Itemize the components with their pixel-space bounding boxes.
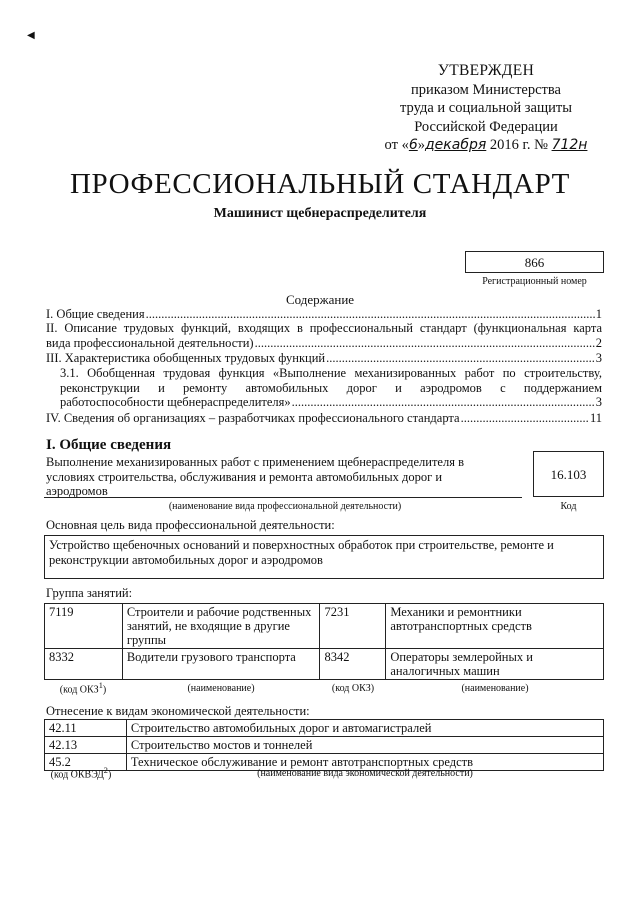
- approval-date-line: от «6»декабря 2016 г. № 712н: [384, 137, 588, 153]
- okz-code: 7231: [320, 604, 386, 649]
- toc-item-5[interactable]: IV. Сведения об организациях – разработчиках профессионального стандарта ..... 11: [46, 411, 602, 426]
- group-label: Группа занятий:: [46, 586, 133, 600]
- okz-code-caption-2: (код ОКЗ): [331, 683, 375, 694]
- handwritten-day: 6: [408, 137, 418, 153]
- okz-name-caption-2: (наименование): [461, 683, 529, 694]
- approval-line-3: Российской Федерации: [414, 118, 558, 135]
- okz-code: 8332: [45, 649, 123, 680]
- activity-code-caption: Код: [560, 501, 577, 512]
- okved-name: Строительство автомобильных дорог и автомагистралей: [126, 720, 603, 737]
- registration-label: Регистрационный номер: [482, 276, 587, 287]
- activity-underline: [44, 497, 522, 498]
- goal-label: Основная цель вида профессиональной деятельности:: [46, 518, 335, 532]
- okved-label: Отнесение к видам экономической деятельности:: [46, 704, 310, 718]
- approval-block: [370, 62, 602, 155]
- toc-item-3[interactable]: III. Характеристика обобщенных трудовых функций ..... 3: [46, 351, 602, 366]
- section-heading: I. Общие сведения: [46, 437, 172, 453]
- activity-name-caption: (наименование вида профессиональной деятельности): [168, 501, 402, 512]
- toc-item-2[interactable]: II. Описание трудовых функций, входящих в профессиональный стандарт (функциональная карта вида профессиональной деятельности) ..... 2: [46, 321, 602, 350]
- profession-name: Машинист щебнераспределителя: [213, 206, 427, 221]
- okz-name-caption: (наименование): [187, 683, 255, 694]
- goal-text: Устройство щебеночных оснований и поверхностных обработок при строительстве, ремонте и реконструкции автомобильных дорог и аэродромов: [44, 535, 604, 579]
- okved-name-caption: (наименование вида экономической деятельности): [257, 768, 473, 779]
- approval-line-1: приказом Министерства: [411, 81, 561, 98]
- okz-code: 8342: [320, 649, 386, 680]
- activity-name: Выполнение механизированных работ с применением щебнераспределителя в условиях строительства, обслуживания и ремонта автомобильных дорог и аэродромов: [46, 455, 464, 498]
- okz-name: Строители и рабочие родственных занятий, не входящие в другие группы: [122, 604, 320, 649]
- handwritten-number: 712н: [551, 137, 588, 153]
- okved-table: [44, 719, 604, 771]
- toc-title: Содержание: [285, 292, 355, 307]
- table-row: [45, 604, 604, 649]
- approval-line-2: труда и социальной защиты: [400, 100, 572, 116]
- page-title: ПРОФЕССИОНАЛЬНЫЙ СТАНДАРТ: [70, 168, 570, 200]
- okved-name: Техническое обслуживание и ремонт автотранспортных средств: [126, 754, 603, 771]
- okz-name: Механики и ремонтники автотранспортных средств: [386, 604, 604, 649]
- okz-name: Операторы землеройных и аналогичных машин: [386, 649, 604, 680]
- registration-number: 866: [465, 251, 604, 273]
- okved-code: 45.2: [45, 754, 127, 771]
- occupation-groups-table: [44, 603, 604, 680]
- table-row: [45, 737, 604, 754]
- okved-name: Строительство мостов и тоннелей: [126, 737, 603, 754]
- okz-name: Водители грузового транспорта: [122, 649, 320, 680]
- handwritten-month: декабря: [425, 137, 487, 153]
- okved-code: 42.11: [45, 720, 127, 737]
- activity-code: 16.103: [533, 451, 604, 497]
- approved-label: УТВЕРЖДЕН: [437, 62, 535, 79]
- okved-code-caption: (код ОКВЭД$^2$): [50, 766, 112, 781]
- okz-code-caption: (код ОКЗ$^1$): [59, 681, 107, 696]
- toc-item-1[interactable]: I. Общие сведения ..... 1: [46, 307, 602, 322]
- okz-code: 7119: [45, 604, 123, 649]
- table-row: [45, 720, 604, 737]
- margin-mark: ◀: [27, 30, 35, 41]
- table-row: [45, 649, 604, 680]
- toc-item-4[interactable]: 3.1. Обобщенная трудовая функция «Выполнение механизированных работ по строительству, реконструкции и ремонту автомобильных дорог и аэродромов с поддержанием работоспособности щебнераспределителя» ..... 3: [60, 366, 602, 410]
- okved-code: 42.13: [45, 737, 127, 754]
